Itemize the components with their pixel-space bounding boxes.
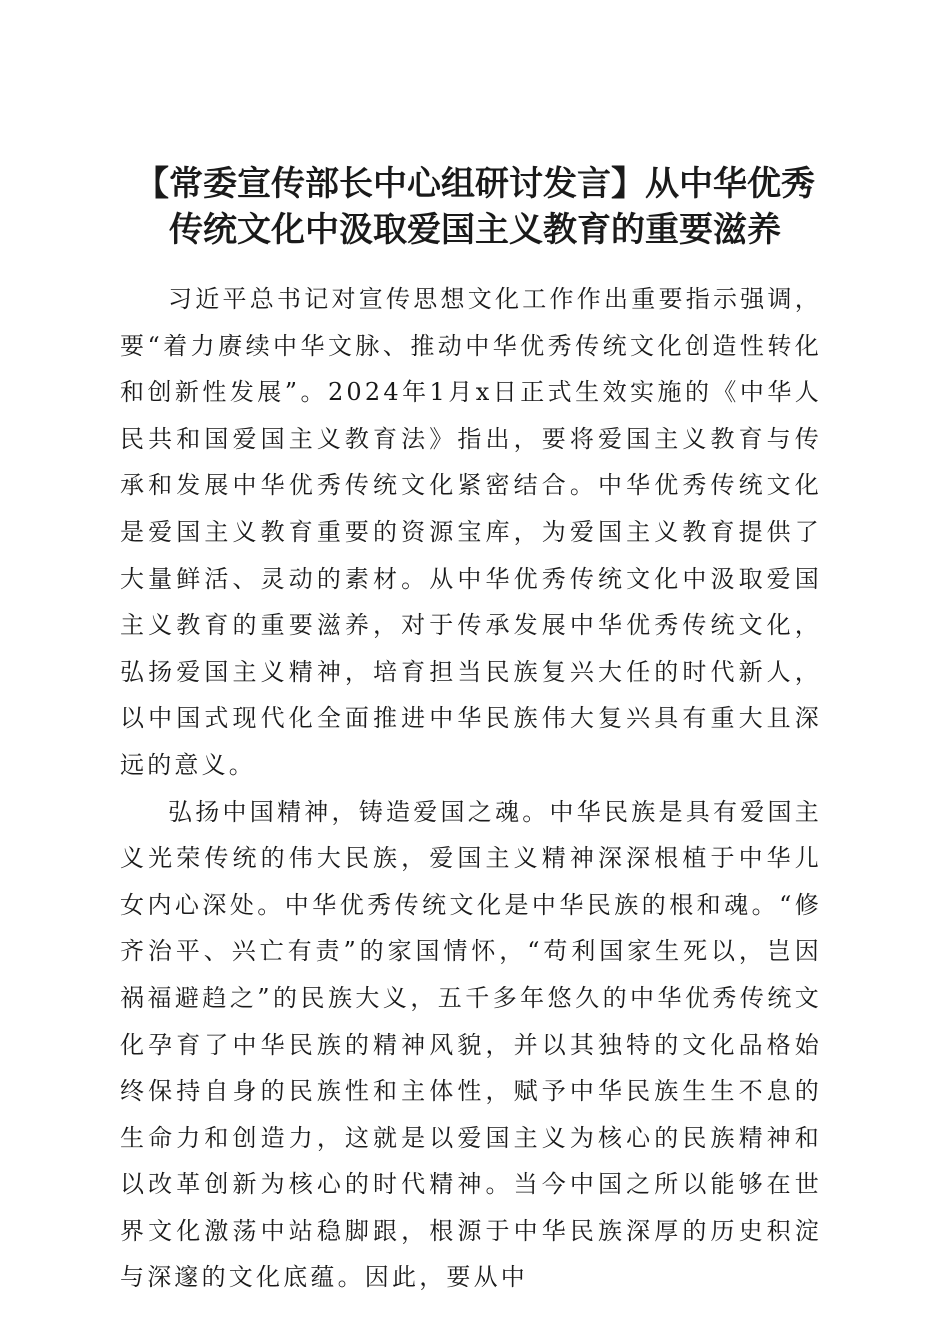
paragraph-chinese-spirit: 弘扬中国精神，铸造爱国之魂。中华民族是具有爱国主义光荣传统的伟大民族，爱国主义精神深深根植于中华儿女内心深处。中华优秀传统文化是中华民族的根和魂。“修齐治平、兴亡有责”的家国情怀，“苟利国家生死以，岂因祸福避趋之”的民族大义，五千多年悠久的中华优秀传统文化孕育了中华民族的精神风貌，并以其独特的文化品格始终保持自身的民族性和主体性，赋予中华民族生生不息的生命力和创造力，这就是以爱国主义为核心的民族精神和以改革创新为核心的时代精神。当今中国之所以能够在世界文化激荡中站稳脚跟，根源于中华民族深厚的历史积淀与深邃的文化底蕴。因此，要从中 — [120, 797, 822, 1292]
title-line-1: 【常委宣传部长中心组研讨发言】从中华优秀 — [135, 163, 815, 204]
document-body — [120, 276, 822, 1301]
title-line-2: 传统文化中汲取爱国主义教育的重要滋养 — [169, 209, 781, 250]
document-title — [100, 161, 850, 253]
paragraph-intro: 习近平总书记对宣传思想文化工作作出重要指示强调，要“着力赓续中华文脉、推动中华优秀传统文化创造性转化和创新性发展”。2024年1月x日正式生效实施的《中华人民共和国爱国主义教育法》指出，要将爱国主义教育与传承和发展中华优秀传统文化紧密结合。中华优秀传统文化是爱国主义教育重要的资源宝库，为爱国主义教育提供了大量鲜活、灵动的素材。从中华优秀传统文化中汲取爱国主义教育的重要滋养，对于传承发展中华优秀传统文化，弘扬爱国主义精神，培育担当民族复兴大任的时代新人，以中国式现代化全面推进中华民族伟大复兴具有重大且深远的意义。 — [120, 285, 822, 779]
